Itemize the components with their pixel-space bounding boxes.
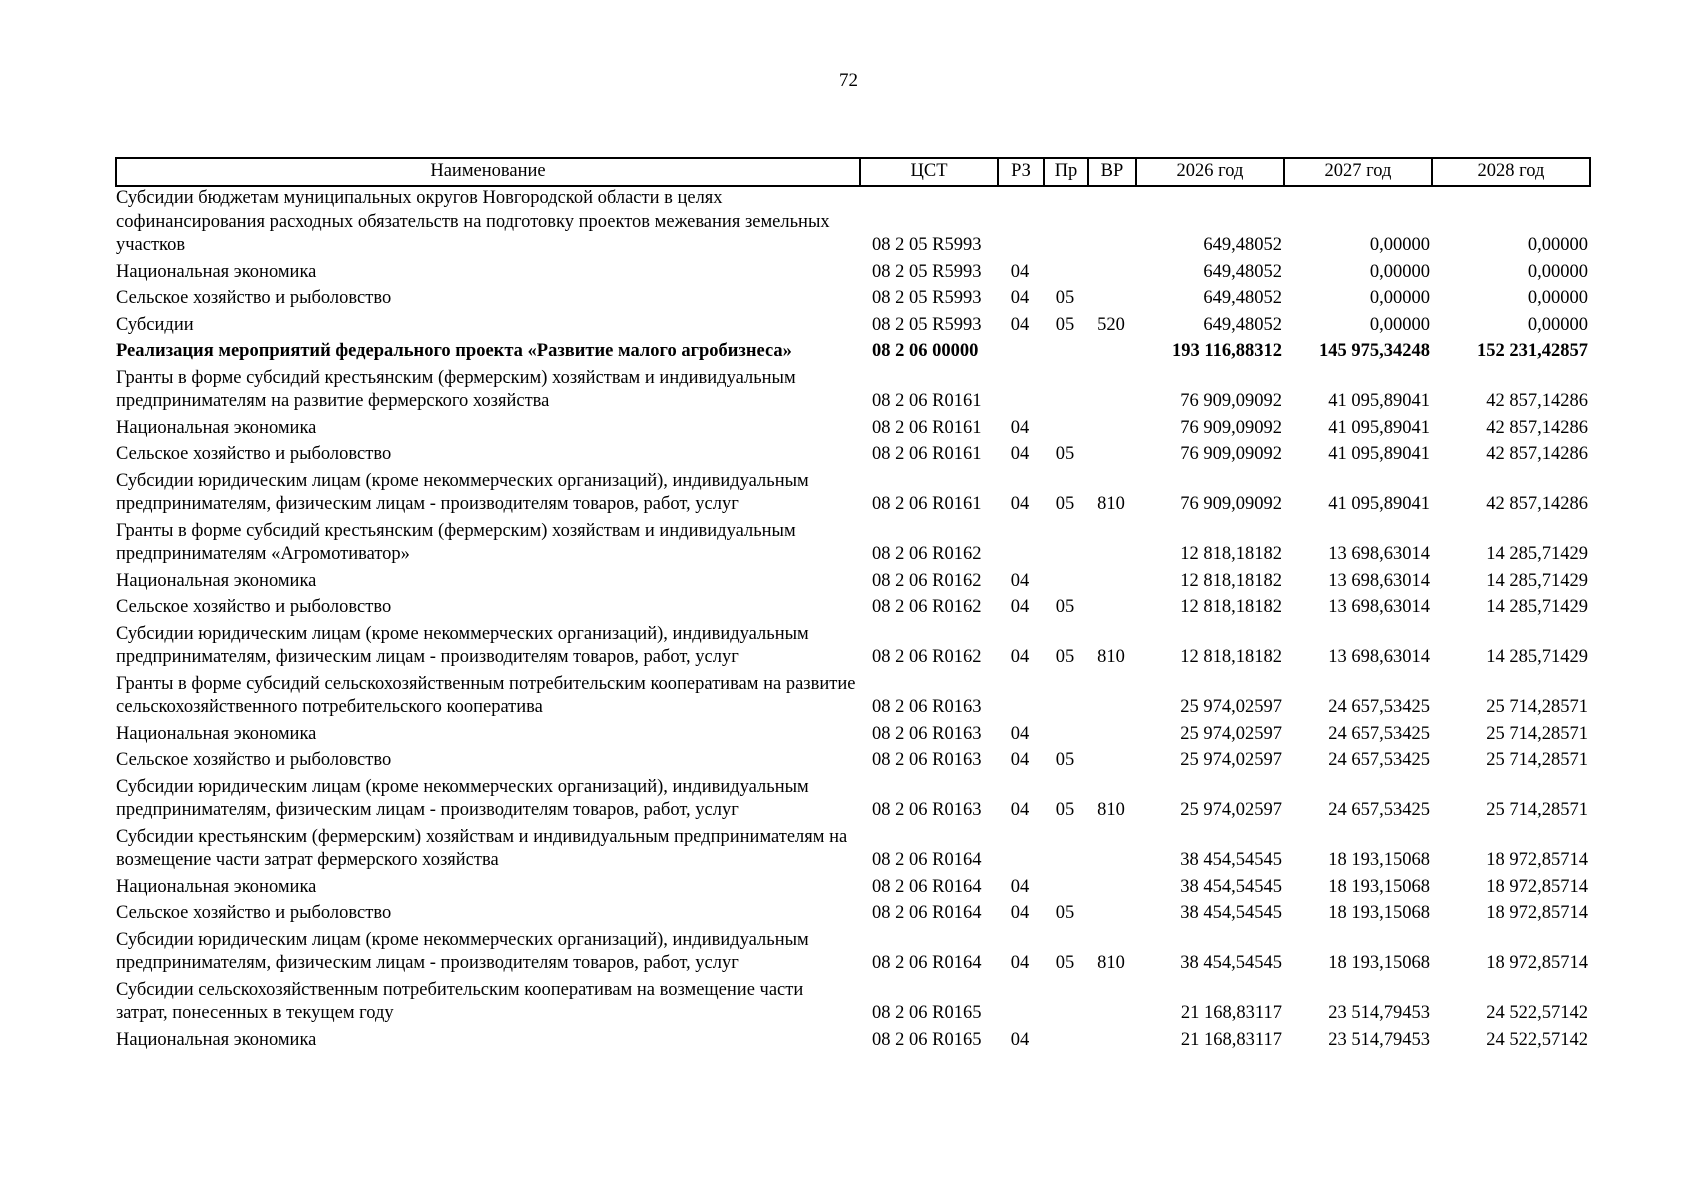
row-2027-cell: 23 514,79453 <box>1328 1003 1430 1023</box>
row-cst-cell: 08 2 06 R0161 <box>872 494 982 514</box>
row-pr-cell <box>1044 826 1088 876</box>
row-2026-cell: 21 168,83117 <box>1180 1003 1282 1023</box>
row-name-cell: Субсидии бюджетам муниципальных округов Новгородской области в целях софинансирования расходных обязательств на подготовку проектов межевания земельных участков <box>116 188 830 255</box>
row-pr-cell: 05 <box>1055 494 1075 514</box>
row-2028-cell: 25 714,28571 <box>1486 697 1588 717</box>
row-cst-cell: 08 2 06 R0162 <box>872 597 982 617</box>
row-2028-cell: 14 285,71429 <box>1486 570 1588 591</box>
row-cst-cell: 08 2 06 R0163 <box>872 750 982 770</box>
header-cst: ЦСТ <box>860 158 998 186</box>
row-2028-cell: 18 972,85714 <box>1486 953 1588 973</box>
table-header-row <box>116 158 1590 186</box>
row-name-cell: Гранты в форме субсидий сельскохозяйственным потребительским кооперативам на развитие сельскохозяйственного потребительского кооператива <box>116 673 856 717</box>
table-row <box>116 1029 1590 1056</box>
row-2026-cell: 25 974,02597 <box>1180 800 1282 820</box>
row-2028-cell: 24 522,57142 <box>1486 1003 1588 1023</box>
row-2028-cell: 14 285,71429 <box>1486 647 1588 667</box>
header-2026: 2026 год <box>1136 158 1284 186</box>
row-pr-cell: 05 <box>1055 750 1075 770</box>
budget-table <box>115 157 1591 1055</box>
row-vr-cell <box>1088 723 1136 750</box>
row-vr-cell <box>1088 979 1136 1029</box>
table-row <box>116 443 1590 470</box>
row-name-cell: Субсидии сельскохозяйственным потребительским кооперативам на возмещение части затрат, понесенных в текущем году <box>116 979 804 1023</box>
row-2026-cell: 38 454,54545 <box>1180 903 1282 923</box>
row-2027-cell: 0,00000 <box>1369 314 1430 335</box>
row-rz-cell <box>998 979 1044 1029</box>
row-cst-cell: 08 2 05 R5993 <box>872 314 982 335</box>
table-row <box>116 186 1590 261</box>
row-2027-cell: 13 698,63014 <box>1328 570 1430 591</box>
row-pr-cell <box>1044 261 1088 288</box>
row-rz-cell: 04 <box>1010 953 1030 973</box>
table-row <box>116 723 1590 750</box>
row-2027-cell: 0,00000 <box>1369 288 1430 308</box>
row-name-cell: Национальная экономика <box>116 570 317 591</box>
row-name-cell: Сельское хозяйство и рыболовство <box>116 903 392 923</box>
row-rz-cell: 04 <box>1010 314 1030 335</box>
row-2027-cell: 41 095,89041 <box>1328 494 1430 514</box>
row-rz-cell <box>998 340 1044 367</box>
table-row <box>116 876 1590 903</box>
row-pr-cell <box>1044 520 1088 570</box>
row-2026-cell: 76 909,09092 <box>1180 494 1282 514</box>
row-2026-cell: 649,48052 <box>1203 261 1282 282</box>
row-rz-cell: 04 <box>1010 417 1030 438</box>
table-row <box>116 776 1590 826</box>
row-2028-cell: 0,00000 <box>1527 261 1588 282</box>
row-name-cell: Субсидии крестьянским (фермерским) хозяйствам и индивидуальным предпринимателям на возмещение части затрат фермерского хозяйства <box>116 826 848 870</box>
row-2027-cell: 41 095,89041 <box>1328 391 1430 411</box>
row-name-cell: Гранты в форме субсидий крестьянским (фермерским) хозяйствам и индивидуальным предпринимателям «Агромотиватор» <box>116 520 796 564</box>
row-2026-cell: 25 974,02597 <box>1180 723 1282 744</box>
table-row <box>116 520 1590 570</box>
row-2026-cell: 649,48052 <box>1203 235 1282 255</box>
page-number: 72 <box>839 70 858 91</box>
table-row <box>116 902 1590 929</box>
row-2027-cell: 24 657,53425 <box>1328 697 1430 717</box>
row-2028-cell: 0,00000 <box>1527 235 1588 255</box>
row-2027-cell: 24 657,53425 <box>1328 723 1430 744</box>
row-2027-cell: 18 193,15068 <box>1328 850 1430 870</box>
row-2027-cell: 41 095,89041 <box>1328 444 1430 464</box>
row-cst-cell: 08 2 06 R0165 <box>872 1029 982 1050</box>
table-body <box>116 186 1590 1055</box>
row-rz-cell <box>998 520 1044 570</box>
row-pr-cell: 05 <box>1055 288 1075 308</box>
row-2027-cell: 0,00000 <box>1369 235 1430 255</box>
row-name-cell: Сельское хозяйство и рыболовство <box>116 597 392 617</box>
row-rz-cell: 04 <box>1010 288 1030 308</box>
row-2028-cell: 42 857,14286 <box>1486 391 1588 411</box>
table-row <box>116 749 1590 776</box>
row-2027-cell: 41 095,89041 <box>1328 417 1430 438</box>
row-2027-cell: 145 975,34248 <box>1319 341 1430 361</box>
header-name: Наименование <box>116 158 860 186</box>
row-2028-cell: 18 972,85714 <box>1486 903 1588 923</box>
row-name-cell: Национальная экономика <box>116 417 317 438</box>
row-2026-cell: 76 909,09092 <box>1180 391 1282 411</box>
row-2026-cell: 193 116,88312 <box>1172 341 1282 361</box>
header-vr: ВР <box>1088 158 1136 186</box>
header-2028: 2028 год <box>1432 158 1590 186</box>
row-pr-cell <box>1044 367 1088 417</box>
row-rz-cell: 04 <box>1010 494 1030 514</box>
row-2026-cell: 12 818,18182 <box>1180 647 1282 667</box>
row-2027-cell: 13 698,63014 <box>1328 647 1430 667</box>
row-vr-cell <box>1088 520 1136 570</box>
row-cst-cell: 08 2 06 R0164 <box>872 876 982 897</box>
row-rz-cell: 04 <box>1010 444 1030 464</box>
row-vr-cell <box>1088 596 1136 623</box>
row-2026-cell: 21 168,83117 <box>1180 1029 1282 1050</box>
row-2026-cell: 76 909,09092 <box>1180 417 1282 438</box>
row-pr-cell: 05 <box>1055 903 1075 923</box>
row-vr-cell <box>1088 876 1136 903</box>
row-name-cell: Субсидии юридическим лицам (кроме некоммерческих организаций), индивидуальным предпринимателям, физическим лицам - производителям товаров, работ, услуг <box>116 929 809 973</box>
row-2028-cell: 18 972,85714 <box>1486 850 1588 870</box>
row-rz-cell <box>998 186 1044 261</box>
row-2026-cell: 38 454,54545 <box>1180 876 1282 897</box>
table-row <box>116 261 1590 288</box>
row-vr-cell: 810 <box>1097 800 1125 820</box>
row-pr-cell <box>1044 340 1088 367</box>
row-cst-cell: 08 2 06 R0161 <box>872 391 982 411</box>
row-rz-cell: 04 <box>1010 876 1030 897</box>
row-rz-cell: 04 <box>1010 800 1030 820</box>
row-vr-cell <box>1088 749 1136 776</box>
row-vr-cell <box>1088 826 1136 876</box>
row-name-cell: Национальная экономика <box>116 1029 317 1050</box>
row-pr-cell <box>1044 979 1088 1029</box>
row-2026-cell: 25 974,02597 <box>1180 750 1282 770</box>
row-rz-cell: 04 <box>1010 570 1030 591</box>
row-2028-cell: 0,00000 <box>1527 314 1588 335</box>
row-name-cell: Национальная экономика <box>116 723 317 744</box>
table-row <box>116 826 1590 876</box>
row-rz-cell: 04 <box>1010 261 1030 282</box>
row-2026-cell: 38 454,54545 <box>1180 850 1282 870</box>
row-cst-cell: 08 2 06 R0164 <box>872 953 982 973</box>
row-cst-cell: 08 2 06 00000 <box>872 341 979 361</box>
row-pr-cell: 05 <box>1055 800 1075 820</box>
row-2028-cell: 0,00000 <box>1527 288 1588 308</box>
row-rz-cell <box>998 673 1044 723</box>
table-row <box>116 417 1590 444</box>
row-rz-cell: 04 <box>1010 750 1030 770</box>
row-cst-cell: 08 2 06 R0164 <box>872 903 982 923</box>
row-cst-cell: 08 2 05 R5993 <box>872 235 982 255</box>
row-2027-cell: 24 657,53425 <box>1328 800 1430 820</box>
row-vr-cell <box>1088 443 1136 470</box>
row-cst-cell: 08 2 06 R0161 <box>872 444 982 464</box>
row-cst-cell: 08 2 06 R0164 <box>872 850 982 870</box>
row-2027-cell: 23 514,79453 <box>1328 1029 1430 1050</box>
row-rz-cell <box>998 367 1044 417</box>
header-pr: Пр <box>1044 158 1088 186</box>
row-2026-cell: 12 818,18182 <box>1180 570 1282 591</box>
row-2027-cell: 18 193,15068 <box>1328 953 1430 973</box>
table-row <box>116 340 1590 367</box>
row-rz-cell: 04 <box>1010 597 1030 617</box>
table-row <box>116 979 1590 1029</box>
row-name-cell: Субсидии <box>116 314 194 335</box>
row-cst-cell: 08 2 06 R0163 <box>872 723 982 744</box>
row-vr-cell: 810 <box>1097 953 1125 973</box>
row-name-cell: Сельское хозяйство и рыболовство <box>116 750 392 770</box>
row-name-cell: Национальная экономика <box>116 876 317 897</box>
table-row <box>116 314 1590 341</box>
row-2027-cell: 18 193,15068 <box>1328 876 1430 897</box>
row-pr-cell <box>1044 673 1088 723</box>
row-pr-cell: 05 <box>1055 647 1075 667</box>
row-name-cell: Сельское хозяйство и рыболовство <box>116 444 392 464</box>
row-pr-cell <box>1044 723 1088 750</box>
row-2028-cell: 42 857,14286 <box>1486 494 1588 514</box>
row-cst-cell: 08 2 06 R0165 <box>872 1003 982 1023</box>
row-2026-cell: 649,48052 <box>1203 288 1282 308</box>
row-pr-cell: 05 <box>1055 597 1075 617</box>
row-rz-cell: 04 <box>1010 1029 1030 1050</box>
row-2027-cell: 0,00000 <box>1369 261 1430 282</box>
row-pr-cell <box>1044 570 1088 597</box>
row-2028-cell: 42 857,14286 <box>1486 444 1588 464</box>
row-pr-cell: 05 <box>1055 953 1075 973</box>
table-row <box>116 570 1590 597</box>
row-vr-cell <box>1088 673 1136 723</box>
row-vr-cell <box>1088 1029 1136 1056</box>
table-row <box>116 367 1590 417</box>
row-vr-cell <box>1088 340 1136 367</box>
row-vr-cell <box>1088 902 1136 929</box>
row-pr-cell: 05 <box>1055 314 1075 335</box>
header-2027: 2027 год <box>1284 158 1432 186</box>
row-2026-cell: 25 974,02597 <box>1180 697 1282 717</box>
row-2027-cell: 13 698,63014 <box>1328 597 1430 617</box>
row-pr-cell <box>1044 876 1088 903</box>
row-2026-cell: 649,48052 <box>1203 314 1282 335</box>
row-2026-cell: 38 454,54545 <box>1180 953 1282 973</box>
row-2028-cell: 18 972,85714 <box>1486 876 1588 897</box>
row-pr-cell: 05 <box>1055 444 1075 464</box>
row-cst-cell: 08 2 05 R5993 <box>872 288 982 308</box>
row-cst-cell: 08 2 06 R0163 <box>872 800 982 820</box>
row-cst-cell: 08 2 06 R0161 <box>872 417 982 438</box>
row-cst-cell: 08 2 06 R0163 <box>872 697 982 717</box>
row-cst-cell: 08 2 05 R5993 <box>872 261 982 282</box>
row-vr-cell: 520 <box>1097 314 1125 335</box>
table-row <box>116 929 1590 979</box>
row-2027-cell: 24 657,53425 <box>1328 750 1430 770</box>
row-vr-cell <box>1088 287 1136 314</box>
row-vr-cell: 810 <box>1097 647 1125 667</box>
header-rz: РЗ <box>998 158 1044 186</box>
row-name-cell: Национальная экономика <box>116 261 317 282</box>
row-2026-cell: 76 909,09092 <box>1180 444 1282 464</box>
row-vr-cell: 810 <box>1097 494 1125 514</box>
row-name-cell: Реализация мероприятий федерального проекта «Развитие малого агробизнеса» <box>116 341 792 361</box>
row-vr-cell <box>1088 417 1136 444</box>
row-name-cell: Субсидии юридическим лицам (кроме некоммерческих организаций), индивидуальным предпринимателям, физическим лицам - производителям товаров, работ, услуг <box>116 623 809 667</box>
row-2028-cell: 25 714,28571 <box>1486 800 1588 820</box>
row-2026-cell: 12 818,18182 <box>1180 544 1282 564</box>
row-vr-cell <box>1088 367 1136 417</box>
row-pr-cell <box>1044 186 1088 261</box>
row-2028-cell: 42 857,14286 <box>1486 417 1588 438</box>
row-rz-cell: 04 <box>1010 723 1030 744</box>
row-name-cell: Субсидии юридическим лицам (кроме некоммерческих организаций), индивидуальным предпринимателям, физическим лицам - производителям товаров, работ, услуг <box>116 470 809 514</box>
row-name-cell: Субсидии юридическим лицам (кроме некоммерческих организаций), индивидуальным предпринимателям, физическим лицам - производителям товаров, работ, услуг <box>116 776 809 820</box>
row-2028-cell: 14 285,71429 <box>1486 544 1588 564</box>
row-rz-cell <box>998 826 1044 876</box>
row-2027-cell: 18 193,15068 <box>1328 903 1430 923</box>
row-2027-cell: 13 698,63014 <box>1328 544 1430 564</box>
row-vr-cell <box>1088 261 1136 288</box>
row-cst-cell: 08 2 06 R0162 <box>872 647 982 667</box>
row-name-cell: Гранты в форме субсидий крестьянским (фермерским) хозяйствам и индивидуальным предпринимателям на развитие фермерского хозяйства <box>116 367 796 411</box>
row-vr-cell <box>1088 570 1136 597</box>
table-row <box>116 470 1590 520</box>
row-cst-cell: 08 2 06 R0162 <box>872 544 982 564</box>
row-pr-cell <box>1044 1029 1088 1056</box>
row-2028-cell: 25 714,28571 <box>1486 750 1588 770</box>
row-2028-cell: 14 285,71429 <box>1486 597 1588 617</box>
table-row <box>116 287 1590 314</box>
row-2026-cell: 12 818,18182 <box>1180 597 1282 617</box>
row-pr-cell <box>1044 417 1088 444</box>
table-row <box>116 623 1590 673</box>
table-row <box>116 673 1590 723</box>
row-rz-cell: 04 <box>1010 903 1030 923</box>
row-cst-cell: 08 2 06 R0162 <box>872 570 982 591</box>
table-row <box>116 596 1590 623</box>
row-2028-cell: 152 231,42857 <box>1477 341 1588 361</box>
row-2028-cell: 25 714,28571 <box>1486 723 1588 744</box>
row-vr-cell <box>1088 186 1136 261</box>
row-name-cell: Сельское хозяйство и рыболовство <box>116 288 392 308</box>
row-2028-cell: 24 522,57142 <box>1486 1029 1588 1050</box>
row-rz-cell: 04 <box>1010 647 1030 667</box>
